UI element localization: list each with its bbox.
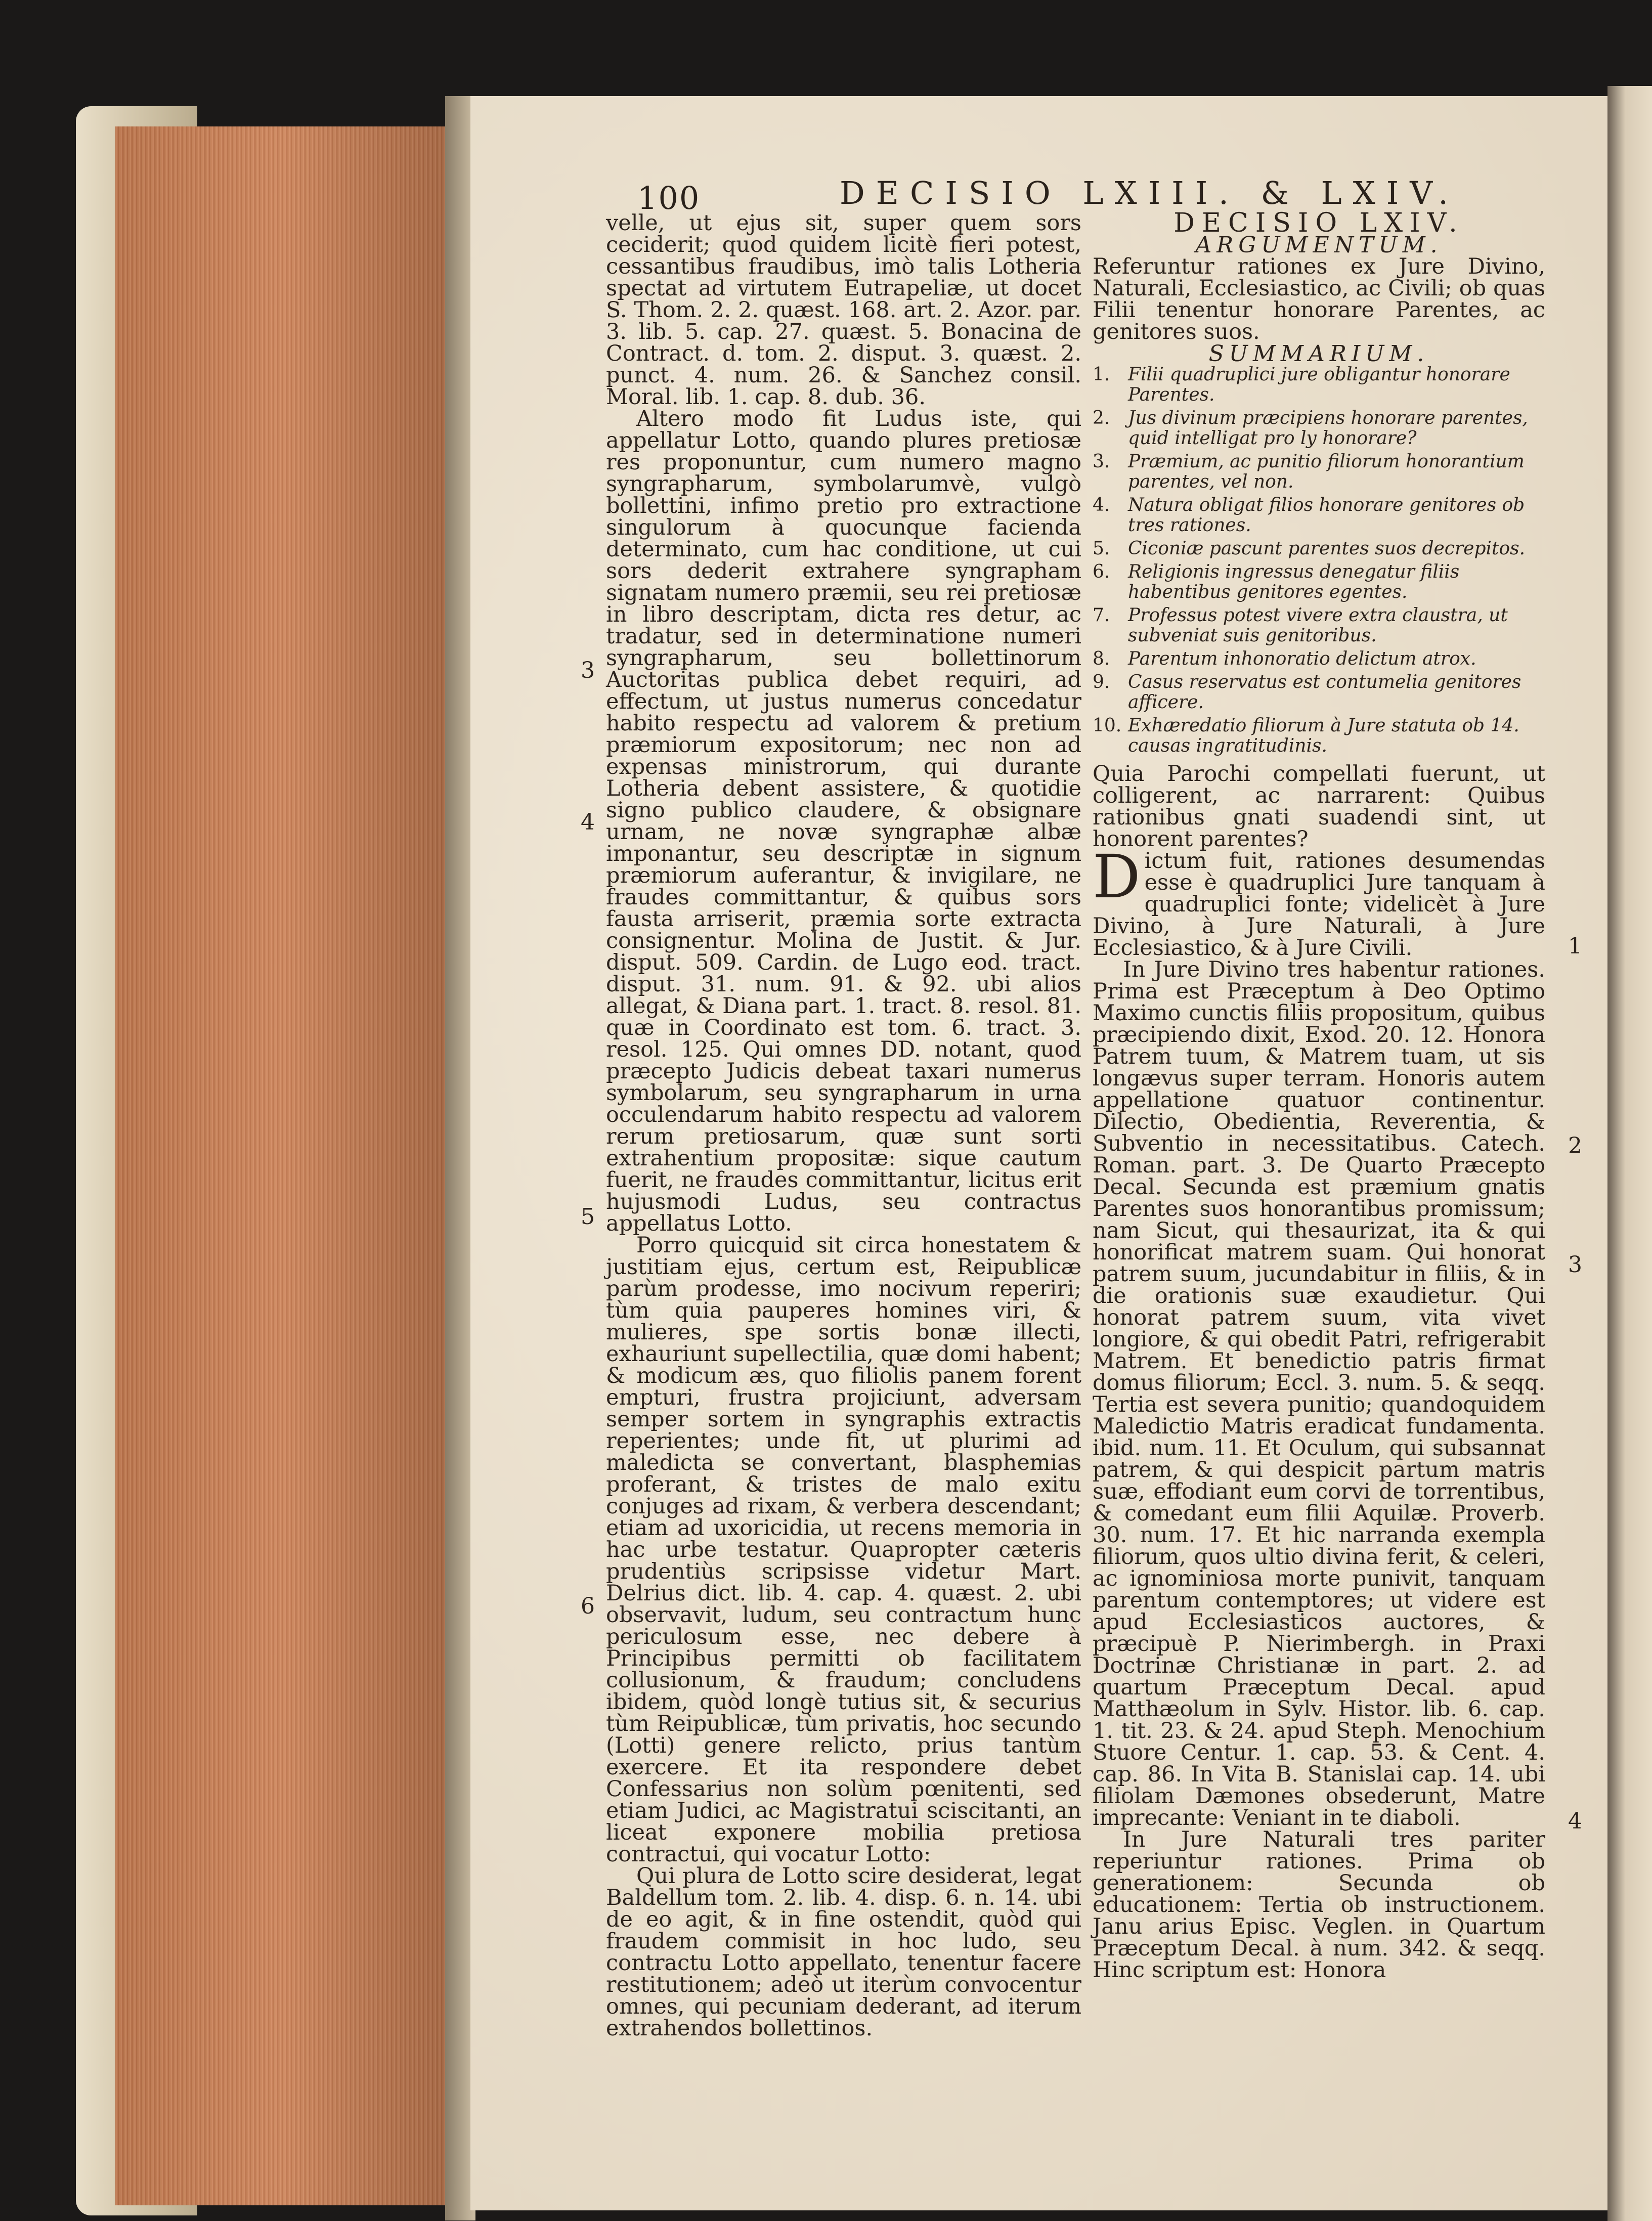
summary-item: 2. Jus divinum præcipiens honorare parentes, quid intelligat pro ly honorare? xyxy=(1093,408,1528,449)
right-paragraph-3: In Jure Naturali tres pariter reperiuntur rationes. Prima ob generationem: Secunda ob educationem: Tertia ob instructionem. Janu arius Episc. Veglen. in Quartum Præceptum Decal. à num. 342. & seqq. Hinc scriptum est: Honora xyxy=(1093,1827,1545,1983)
margin-number-left-5: 5 xyxy=(581,1204,595,1230)
summarium-list xyxy=(1093,365,1545,756)
decision-title: DECISIO LXIV. xyxy=(1173,208,1464,238)
margin-number-left-4: 4 xyxy=(581,809,595,835)
right-paragraph-1: Dictum fuit, rationes desumendas esse è quadruplici Jure tanquam à quadruplici fonte; videlicèt à Jure Divino, à Jure Naturali, à Jure Ecclesiastico, & à Jure Civili. xyxy=(1093,842,1545,961)
summary-item: 1. Filii quadruplici jure obligantur honorare Parentes. xyxy=(1093,364,1510,405)
margin-number-right-1: 1 xyxy=(1568,933,1582,959)
summary-item: 9. Casus reservatus est contumelia genitores afficere. xyxy=(1093,672,1521,713)
left-paragraph-4: Qui plura de Lotto scire desiderat, legat Baldellum tom. 2. lib. 4. disp. 6. n. 14. ubi de eo agit, & in fine ostendit, quòd qui fraudem commisit in hoc ludo, seu contractu Lotto appellato, tenentur facere restitutionem; adeò ut iterùm convocentur omnes, qui pecuniam dederant, ad iterum extrahendos bollettinos. xyxy=(606,1863,1081,2041)
page-number: 100 xyxy=(637,180,701,216)
running-title: DECISIO LXIII. & LXIV. xyxy=(840,175,1459,211)
right-column xyxy=(1093,208,1545,1983)
margin-number-left-6: 6 xyxy=(581,1593,595,1619)
margin-number-right-3: 3 xyxy=(1568,1252,1582,1278)
margin-number-left-3: 3 xyxy=(581,658,595,683)
summary-item: 4. Natura obligat filios honorare genitores ob tres rationes. xyxy=(1093,495,1525,536)
summary-item: 3. Præmium, ac punitio filiorum honorantium parentes, vel non. xyxy=(1093,451,1525,492)
argumentum-text: Referuntur rationes ex Jure Divino, Naturali, Ecclesiastico, ac Civili; ob quas Filii tenentur honorare Parentes, ac genitores suos. xyxy=(1093,254,1545,344)
right-paragraph-2: In Jure Divino tres habentur rationes. Prima est Præceptum à Deo Optimo Maximo cunctis filiis propositum, quibus præcipiendo dixit, Exod. 20. 12. Honora Patrem tuum, & Matrem tuam, ut sis longævus super terram. Honoris autem appellatione quatuor continentur. Dilectio, Obedientia, Reverentia, & Subventio in necessitatibus. Catech. Roman. part. 3. De Quarto Præcepto Decal. Secunda est præmium gnatis Parentes suos honorantibus promissum; nam Sicut, qui thesaurizat, ita & qui honorificat matrem suam. Qui honorat patrem suum, jucundabitur in filiis, & in die orationis suæ exaudietur. Qui honorat patrem suum, vita vivet longiore, & qui obedit Patri, refrigerabit Matrem. Et benedictio patris firmat domus filiorum; Eccl. 3. num. 5. & seqq. Tertia est severa punitio; quandoquidem Maledictio Matris eradicat fundamenta. ibid. num. 11. Et Oculum, qui subsannat patrem, & qui despicit partum matris suæ, effodiant eum corvi de torrentibus, & comedant eum filii Aquilæ. Proverb. 30. num. 17. Et hic narranda exempla filiorum, quos ultio divina ferit, & celeri, ac ignominiosa morte punivit, tanquam parentum contemptores; ut videre est apud Ecclesiasticos auctores, & præcipuè P. Nierimbergh. in Praxi Doctrinæ Christianæ in part. 2. ad quartum Præceptum Decal. apud Matthæolum in Sylv. Histor. lib. 6. cap. 1. tit. 23. & 24. apud Steph. Menochium Stuore Centur. 1. cap. 53. & Cent. 4. cap. 86. In Vita B. Stanislai cap. 14. ubi filiolam Dæmones obsederunt, Matre imprecante: Veniant in te diaboli. xyxy=(1093,957,1545,1831)
summary-item: 8. Parentum inhonoratio delictum atrox. xyxy=(1093,648,1476,669)
margin-number-right-2: 2 xyxy=(1568,1133,1582,1159)
left-paragraph-2: Altero modo fit Ludus iste, qui appellatur Lotto, quando plures pretiosæ res proponuntur, cum numero magno syngrapharum, symbolarumvè, vulgò bollettini, infimo pretio pro extractione singulorum à quocunque facienda determinato, cum hac conditione, ut cui sors dederit extrahere syngrapham signatam numero præmii, seu rei pretiosæ in libro descriptam, dicta res detur, ac tradatur, sed in determinatione numeri syngrapharum, seu bollettinorum Auctoritas publica debet requiri, ad effectum, ut justus numerus concedatur habito respectu ad valorem & pretium præmiorum expositorum; nec non ad expensas ministrorum, qui durante Lotheria debent assistere, & quotidie signo publico claudere, & obsignare urnam, ne novæ syngraphæ albæ imponantur, seu descriptæ in signum præmiorum auferantur, & invigilare, ne fraudes committantur, & quibus sors fausta arriserit, præmia sorte extracta consignentur. Molina de Justit. & Jur. disput. 509. Cardin. de Lugo eod. tract. disput. 31. num. 91. & 92. ubi alios allegat, & Diana part. 1. tract. 8. resol. 81. quæ in Coordinato est tom. 6. tract. 3. resol. 125. Qui omnes DD. notant, quod præcepto Judicis debeat taxari numerus symbolarum, seu syngrapharum in urna occulendarum habito respectu ad valorem rerum pretiosarum, quæ sunt sorti extrahentium propositæ: sique cautum fuerit, ne fraudes committantur, licitus erit hujusmodi Ludus, seu contractus appellatus Lotto. xyxy=(606,406,1081,1236)
drop-cap: D xyxy=(1093,842,1141,911)
facing-page-edge xyxy=(1607,86,1652,2221)
margin-number-right-4: 4 xyxy=(1568,1808,1582,1834)
argumentum-title: ARGUMENTUM. xyxy=(1195,232,1443,258)
question-text: Quia Parochi compellati fuerunt, ut colligerent, ac narrarent: Quibus rationibus gnati suadendi sint, ut honorent parentes? xyxy=(1093,761,1545,852)
page-fore-edge xyxy=(115,126,449,2205)
summary-item: 5. Ciconiæ pascunt parentes suos decrepitos. xyxy=(1093,538,1526,559)
summarium-title: SUMMARIUM. xyxy=(1208,341,1429,367)
left-column xyxy=(606,212,1081,2039)
summary-item: 10. Exhæredatio filiorum à Jure statuta ob 14. causas ingratitudinis. xyxy=(1093,715,1519,756)
left-paragraph-1: velle, ut ejus sit, super quem sors ceciderit; quod quidem licitè fieri potest, cessantibus fraudibus, imò talis Lotheria spectat ad virtutem Eutrapeliæ, ut docet S. Thom. 2. 2. quæst. 168. art. 2. Azor. par. 3. lib. 5. cap. 27. quæst. 5. Bonacina de Contract. d. tom. 2. disput. 3. quæst. 2. punct. 4. num. 26. & Sanchez consil. Moral. lib. 1. cap. 8. dub. 36. xyxy=(606,210,1081,410)
summary-item: 7. Professus potest vivere extra claustra, ut subveniat suis genitoribus. xyxy=(1093,605,1508,646)
summary-item: 6. Religionis ingressus denegatur filiis habentibus genitores egentes. xyxy=(1093,561,1460,602)
left-paragraph-3: Porro quicquid sit circa honestatem & justitiam ejus, certum est, Reipublicæ parùm prodesse, imo nocivum reperiri; tùm quia pauperes homines viri, & mulieres, spe sortis bonæ illecti, exhauriunt supellectilia, quæ domi habent; & modicum æs, quo filiolis panem forent empturi, frustra projiciunt, adversam semper sortem in syngraphis extractis reperientes; unde fit, ut plurimi ad maledicta se convertant, blasphemias proferant, & tristes de malo exitu conjuges ad rixam, & verbera descendant; etiam ad uxoricidia, ut recens memoria in hac urbe testatur. Quapropter cæteris prudentiùs scripsisse videtur Mart. Delrius dict. lib. 4. cap. 4. quæst. 2. ubi observavit, ludum, seu contractum hunc periculosum esse, nec debere à Principibus permitti ob facilitatem collusionum, & fraudum; concludens ibidem, quòd longè tutius sit, & securius tùm Reipublicæ, tùm privatis, hoc secundo (Lotti) genere relicto, prius tantùm exercere. Et ita respondere debet Confessarius non solùm pœnitenti, sed etiam Judici, ac Magistratui sciscitanti, an liceat exponere mobilia pretiosa contractui, qui vocatur Lotto: xyxy=(606,1233,1081,1867)
